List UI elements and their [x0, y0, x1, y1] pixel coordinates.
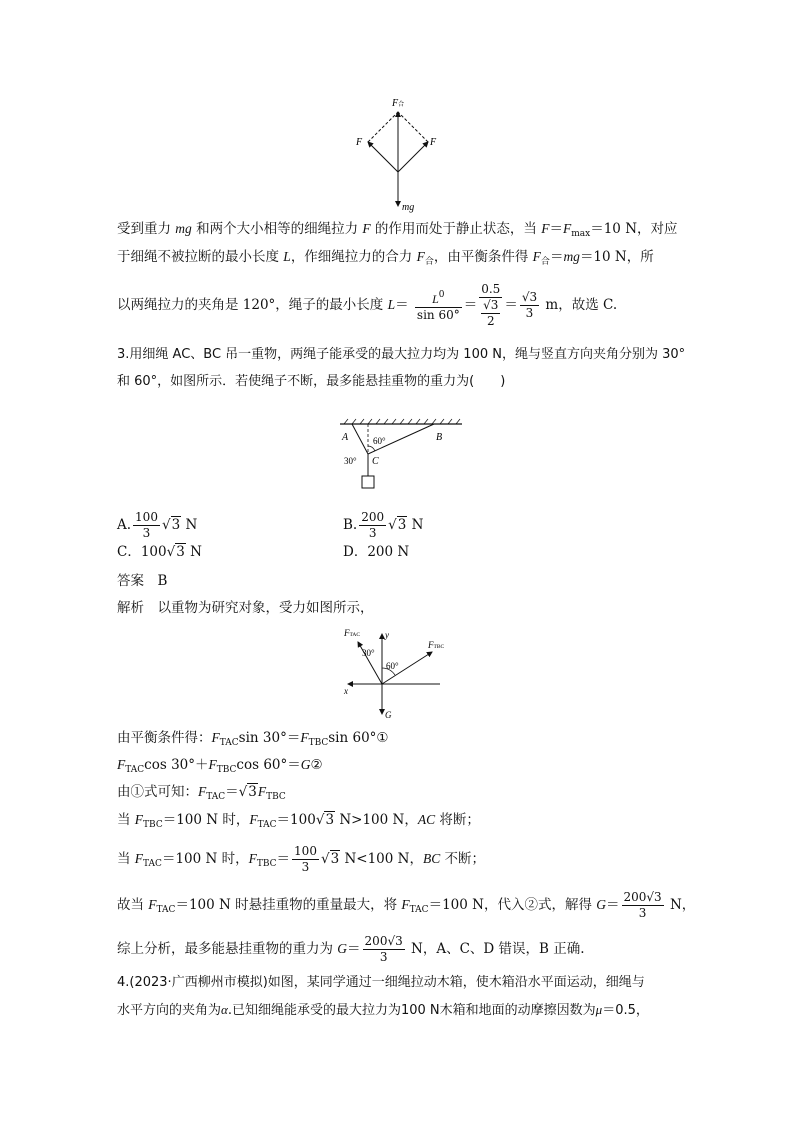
sol2-line1: 受到重力 mg 和两个大小相等的细绳拉力 F 的作用而处于静止状态，当 $F=F_{max}=10$ N，对应 [117, 221, 678, 239]
q3-fig2-G: G [385, 710, 392, 720]
q3-force-diagram [340, 624, 450, 720]
q3-label-60: 60° [373, 436, 386, 446]
q3-fig2-FTAC: FTAC [344, 628, 361, 638]
label-mg: mg [402, 202, 415, 213]
q3-eq1: 由平衡条件得：$F_{TAC}\sin$ $30^\circ=F_{TBC}\sin$ 60°① [117, 730, 389, 748]
q3-option-C[interactable]: C．100√3 N [117, 544, 202, 560]
q3-answer: 答案 B [117, 573, 168, 589]
frac-05-sqrt3-2: 0.5 √3 2 [481, 282, 501, 328]
frac-L0-sin60: $\frac{L^0}{\sin 60^\circ}$ [416, 290, 460, 322]
q3-stem-line2: 和 60°，如图所示．若使绳子不断，最多能悬挂重物的重力为( ) [117, 374, 506, 389]
label-F-combined: F合 [392, 98, 405, 109]
q3-label-C: C [372, 456, 379, 467]
frac-sqrt3-3: $\frac{√3}{3}$ [521, 290, 538, 320]
q3-label-A: A [342, 432, 349, 443]
force-diagram-1 [350, 92, 450, 214]
q3-figure [336, 418, 466, 496]
q3-option-B[interactable]: B. $\frac{200}{3}$ √3 N [343, 510, 424, 540]
q3-eq5: 当 $F_{TAC}=100$ N 时，$F_{TBC}=$ $\frac{100}{3}$ √3 N<100 N，BC 不断； [117, 844, 486, 874]
q4-line2: 水平方向的夹角为α.已知细绳能承受的最大拉力为100 N木箱和地面的动摩擦因数为μ＝0.5， [117, 1002, 649, 1018]
q4-line1: 4.(2023·广西柳州市模拟)如图，某同学通过一细绳拉动木箱，使木箱沿水平面运动，细绳与 [117, 975, 645, 990]
q3-eq3: 由①式可知：$F_{TAC}=√3F_{TBC}$ [117, 784, 286, 802]
q3-fig2-x: x [344, 686, 348, 696]
q3-option-D[interactable]: D．200 N [343, 544, 410, 560]
sol2-line2: 于细绳不被拉断的最小长度 L，作细绳拉力的合力 $F_合$，由平衡条件得 $F_合=mg=10$ N，所 [117, 249, 654, 267]
q3-fig2-ang60: 60° [386, 661, 399, 671]
q3-fig2-ang30: 30° [362, 648, 375, 658]
q3-label-B: B [436, 432, 443, 443]
q3-analysis-intro: 解析 以重物为研究对象，受力如图所示， [117, 600, 374, 616]
q3-eq4: 当 $F_{TBC}=100$ N 时，$F_{TAC}=100√3$ N>100 N，AC 将断； [117, 812, 480, 830]
q3-stem-line1: 3.用细绳 AC、BC 吊一重物，两绳子能承受的最大拉力均为 100 N，绳与竖直方向夹角分别为 30° [117, 347, 686, 362]
q3-label-30: 30° [344, 456, 357, 466]
q3-eq2: $F_{TAC}\cos$ $30^\circ+F_{TBC}\cos$ 60°＝G② [117, 757, 323, 775]
q3-option-A[interactable]: A. $\frac{100}{3}$ √3 N [117, 510, 198, 540]
q3-fig2-FTBC: FTBC [428, 640, 445, 650]
sol2-line3: 以两绳拉力的夹角是 120°，绳子的最小长度 L＝ $\frac{L^0}{\sin 60^\circ}$ ＝ 0.5 √3 2 ＝ $\frac{√3}{3}$ m，故选 C. [117, 282, 618, 328]
q3-eq7: 综上分析，最多能悬挂重物的重力为 G＝ $\frac{200√3}{3}$ N，A、C、D 错误，B 正确. [117, 934, 585, 964]
q3-fig2-y: y [385, 630, 389, 640]
q3-eq6: 故当 $F_{TAC}=100$ N 时悬挂重物的重量最大，将 $F_{TAC}=100$ N，代入②式，解得 G＝ $\frac{200√3}{3}$ N， [117, 890, 696, 920]
label-F-left: F [356, 137, 363, 148]
label-F-right: F [430, 137, 437, 148]
